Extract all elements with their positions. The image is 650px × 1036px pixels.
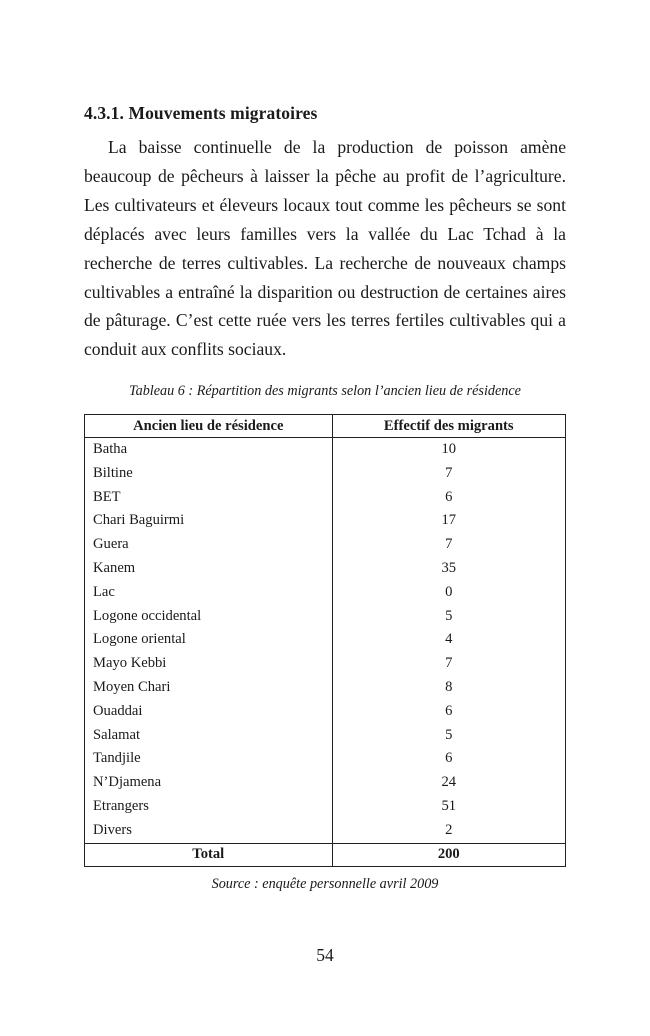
cell-residence: Lac — [85, 581, 333, 605]
cell-residence: N’Djamena — [85, 771, 333, 795]
table-row — [85, 652, 566, 676]
cell-count: 17 — [332, 509, 565, 533]
page-number: 54 — [316, 945, 334, 965]
cell-residence: Etrangers — [85, 795, 333, 819]
table-caption: Tableau 6 : Répartition des migrants selon l’ancien lieu de résidence — [129, 383, 521, 399]
cell-residence: Logone occidental — [85, 605, 333, 629]
cell-count: 7 — [332, 462, 565, 486]
cell-count: 24 — [332, 771, 565, 795]
table-row — [85, 747, 566, 771]
cell-count: 0 — [332, 581, 565, 605]
table-row — [85, 486, 566, 510]
table-row — [85, 628, 566, 652]
table-row — [85, 795, 566, 819]
table-total-row — [85, 843, 566, 866]
table-body — [85, 438, 566, 844]
total-value: 200 — [332, 843, 565, 866]
migrants-table — [84, 414, 566, 867]
cell-count: 51 — [332, 795, 565, 819]
cell-residence: Kanem — [85, 557, 333, 581]
table-row — [85, 771, 566, 795]
section-heading: 4.3.1. Mouvements migratoires — [84, 103, 318, 123]
cell-count: 8 — [332, 676, 565, 700]
table-row — [85, 819, 566, 843]
body-paragraph: La baisse continuelle de la production de poisson amène beaucoup de pêcheurs à laisser la pêche au profit de l’agriculture. Les cultivateurs et éleveurs locaux tout comme les pêcheurs se sont déplacés avec leurs familles vers la vallée du Lac Tchad à la recherche de terres cultivables. La recherche de nouveaux champs cultivables a entraîné la disparition ou destruction de certaines aires de pâturage. C’est cette ruée vers les terres fertiles cultivables qui a conduit aux conflits sociaux. — [84, 137, 566, 360]
cell-count: 6 — [332, 747, 565, 771]
cell-residence: Tandjile — [85, 747, 333, 771]
cell-residence: Guera — [85, 533, 333, 557]
table-row — [85, 605, 566, 629]
cell-count: 7 — [332, 652, 565, 676]
table-header-row — [85, 415, 566, 438]
column-header-residence: Ancien lieu de résidence — [85, 415, 333, 438]
table-row — [85, 557, 566, 581]
cell-count: 7 — [332, 533, 565, 557]
table-row — [85, 438, 566, 462]
cell-count: 10 — [332, 438, 565, 462]
table-row — [85, 533, 566, 557]
table-row — [85, 581, 566, 605]
cell-residence: Batha — [85, 438, 333, 462]
table-row — [85, 509, 566, 533]
cell-count: 6 — [332, 700, 565, 724]
cell-count: 5 — [332, 605, 565, 629]
cell-residence: Chari Baguirmi — [85, 509, 333, 533]
cell-count: 2 — [332, 819, 565, 843]
cell-residence: Logone oriental — [85, 628, 333, 652]
total-label: Total — [85, 843, 333, 866]
cell-residence: Moyen Chari — [85, 676, 333, 700]
table-row — [85, 724, 566, 748]
cell-residence: Salamat — [85, 724, 333, 748]
table-row — [85, 676, 566, 700]
table-row — [85, 462, 566, 486]
cell-count: 5 — [332, 724, 565, 748]
table-source: Source : enquête personnelle avril 2009 — [211, 876, 439, 892]
cell-residence: BET — [85, 486, 333, 510]
cell-residence: Mayo Kebbi — [85, 652, 333, 676]
table-row — [85, 700, 566, 724]
column-header-count: Effectif des migrants — [332, 415, 565, 438]
cell-residence: Biltine — [85, 462, 333, 486]
cell-count: 35 — [332, 557, 565, 581]
cell-count: 4 — [332, 628, 565, 652]
cell-residence: Divers — [85, 819, 333, 843]
cell-residence: Ouaddai — [85, 700, 333, 724]
cell-count: 6 — [332, 486, 565, 510]
